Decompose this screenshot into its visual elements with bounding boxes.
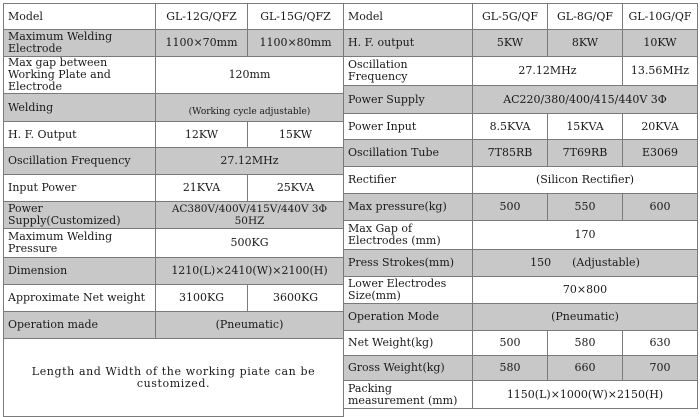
cell-value: 25KVA xyxy=(248,175,344,202)
cell-value: 20KVA xyxy=(623,114,698,140)
cell-value: 7T69RB xyxy=(548,140,623,167)
table-row xyxy=(344,250,698,277)
cell-value: 8KW xyxy=(548,30,623,57)
table-row xyxy=(4,339,344,417)
cell-value: 10KW xyxy=(623,30,698,57)
customization-note: Length and Width of the working piate can be customized. xyxy=(4,339,344,417)
table-row xyxy=(4,30,344,57)
cell-value: 7T85RB xyxy=(473,140,548,167)
table-row xyxy=(4,175,344,202)
row-label: Power Supply xyxy=(344,86,473,114)
left-spec-table xyxy=(3,3,344,417)
cell-value: 1210(L)×2410(W)×2100(H) xyxy=(156,258,344,285)
cell-value: E3069 xyxy=(623,140,698,167)
cell-value: 700 xyxy=(623,356,698,381)
table-row xyxy=(4,4,344,30)
table-row xyxy=(344,30,698,57)
cell-value: 1150(L)×1000(W)×2150(H) xyxy=(473,381,698,409)
table-row xyxy=(4,202,344,229)
cell-value: 15KW xyxy=(248,122,344,148)
cell-value: 150 (Adjustable) xyxy=(473,250,698,277)
row-label: Packing measurement (mm) xyxy=(344,381,473,409)
row-label: Oscillation Tube xyxy=(344,140,473,167)
cell-value: 15KVA xyxy=(548,114,623,140)
cell-value: (Silicon Rectifier) xyxy=(473,167,698,194)
cell-value: GL-10G/QF xyxy=(623,4,698,30)
table-row xyxy=(4,57,344,94)
row-label: Oscillation Frequency xyxy=(4,148,156,175)
table-row xyxy=(344,4,698,30)
table-row xyxy=(344,331,698,356)
row-label: Max pressure(kg) xyxy=(344,194,473,221)
table-row xyxy=(344,304,698,331)
cell-value: 580 xyxy=(473,356,548,381)
cell-value: 13.56MHz xyxy=(623,57,698,86)
cell-value: 3600KG xyxy=(248,285,344,312)
cell-value: 120mm xyxy=(156,57,344,94)
table-row xyxy=(4,122,344,148)
table-row xyxy=(344,221,698,250)
cell-value: 500 xyxy=(473,331,548,356)
cell-value-wrap xyxy=(156,94,344,122)
row-label: Operation Mode xyxy=(344,304,473,331)
cell-value: 1100×80mm xyxy=(248,30,344,57)
row-label: Operation made xyxy=(4,312,156,339)
row-label: Power Supply(Customized) xyxy=(4,202,156,229)
table-row xyxy=(344,167,698,194)
cell-value: 170 xyxy=(473,221,698,250)
table-row xyxy=(344,194,698,221)
row-label: H. F. Output xyxy=(4,122,156,148)
row-label: Oscillation Frequency xyxy=(344,57,473,86)
table-row xyxy=(4,312,344,339)
table-row xyxy=(4,285,344,312)
row-label: Welding xyxy=(4,94,156,122)
cell-value: 12KW xyxy=(156,122,248,148)
row-label: Model xyxy=(344,4,473,30)
row-label: Maximum Welding Pressure xyxy=(4,229,156,258)
table-row xyxy=(344,381,698,409)
row-label: Max Gap of Electrodes (mm) xyxy=(344,221,473,250)
cell-value: GL-5G/QF xyxy=(473,4,548,30)
cell-value: GL-8G/QF xyxy=(548,4,623,30)
row-label: Approximate Net weight xyxy=(4,285,156,312)
row-label: Input Power xyxy=(4,175,156,202)
row-label: Lower Electrodes Size(mm) xyxy=(344,277,473,304)
cell-value: GL-15G/QFZ xyxy=(248,4,344,30)
table-row xyxy=(344,86,698,114)
row-label: Gross Weight(kg) xyxy=(344,356,473,381)
row-label: Power Input xyxy=(344,114,473,140)
row-label: Dimension xyxy=(4,258,156,285)
cell-value: 550 xyxy=(548,194,623,221)
cell-value: 660 xyxy=(548,356,623,381)
cell-value: 5KW xyxy=(473,30,548,57)
cell-value: 21KVA xyxy=(156,175,248,202)
cell-value: 630 xyxy=(623,331,698,356)
cell-value: 27.12MHz xyxy=(156,148,344,175)
cell-value: 500 xyxy=(473,194,548,221)
cell-value: 1100×70mm xyxy=(156,30,248,57)
row-label: Maximum Welding Electrode xyxy=(4,30,156,57)
cell-value: 500KG xyxy=(156,229,344,258)
cell-value: 600 xyxy=(623,194,698,221)
right-spec-table xyxy=(343,3,698,409)
cell-value: 8.5KVA xyxy=(473,114,548,140)
row-label: Net Weight(kg) xyxy=(344,331,473,356)
table-row xyxy=(344,114,698,140)
cell-value: 580 xyxy=(548,331,623,356)
cell-value: 3100KG xyxy=(156,285,248,312)
cell-value: 27.12MHz xyxy=(473,57,623,86)
cell-value: 70×800 xyxy=(473,277,698,304)
table-row xyxy=(4,148,344,175)
table-row xyxy=(344,57,698,86)
cell-value: (Pneumatic) xyxy=(156,312,344,339)
table-row xyxy=(4,258,344,285)
cell-value: (Working cycle adjustable) xyxy=(188,106,311,117)
table-row xyxy=(344,356,698,381)
table-row xyxy=(4,94,344,122)
row-label: Max gap between Working Plate and Electrode xyxy=(4,57,156,94)
cell-value: AC380V/400V/415V/440V 3Φ 50HZ xyxy=(156,202,344,229)
row-label: Press Strokes(mm) xyxy=(344,250,473,277)
row-label: Rectifier xyxy=(344,167,473,194)
row-label: Model xyxy=(4,4,156,30)
cell-value: GL-12G/QFZ xyxy=(156,4,248,30)
table-row xyxy=(344,277,698,304)
row-label: H. F. output xyxy=(344,30,473,57)
cell-value: AC220/380/400/415/440V 3Φ xyxy=(473,86,698,114)
table-row xyxy=(344,140,698,167)
cell-value: (Pneumatic) xyxy=(473,304,698,331)
table-row xyxy=(4,229,344,258)
